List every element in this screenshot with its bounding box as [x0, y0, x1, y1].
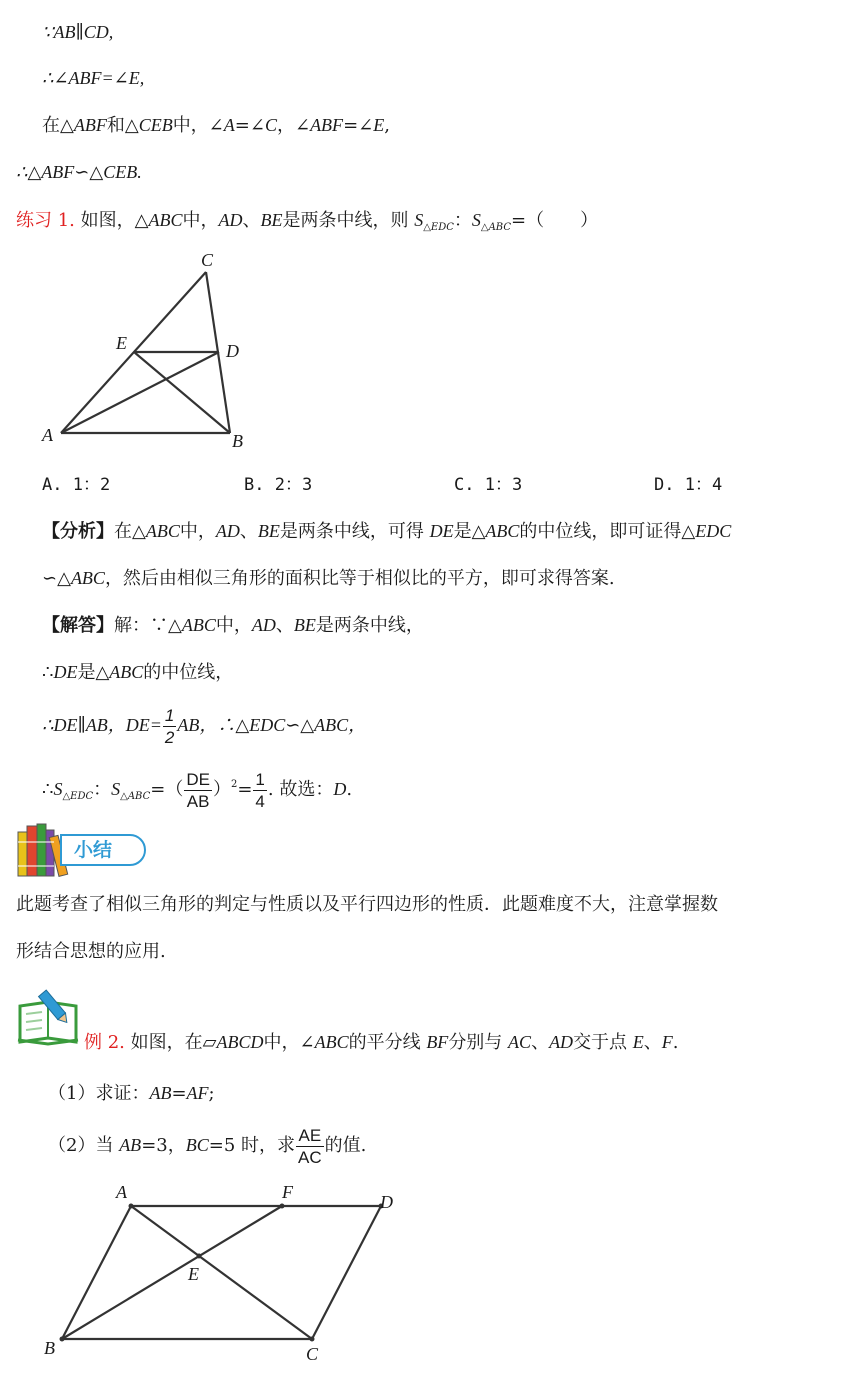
label-f: F — [282, 1182, 293, 1202]
label-b: B — [232, 431, 243, 451]
analysis-line-2: ∽△ABC，然后由相似三角形的面积比等于相似比的平方，即可求得答案. — [42, 568, 615, 589]
summary-line-1: 此题考查了相似三角形的判定与性质以及平行四边形的性质．此题难度不大，注意掌握数 — [16, 894, 718, 915]
proof-line-4: ∴△ABF∽△CEB. — [16, 162, 142, 182]
option-a: A. 1：2 — [42, 475, 111, 495]
fraction-one-half: $\frac{1}{2}$ — [164, 706, 175, 748]
solution-line-4: $\therefore S_{\triangle EDC}$：$S_{\triangle ABC}=$（ $\frac{DE}{AB}$ ）$^2$= $\frac{1}{4}$ . 故选：D. — [42, 769, 353, 811]
option-c: C. 1：3 — [454, 475, 523, 495]
segment-ac — [131, 1206, 312, 1339]
label-e: E — [188, 1264, 199, 1284]
triangle-figure — [30, 245, 270, 460]
example2-label: 例 2. — [84, 1032, 125, 1053]
option-d: D. 1：4 — [654, 475, 723, 495]
solution-line-2: ∴DE是△ABC的中位线， — [42, 662, 234, 683]
open-book-pencil-icon — [16, 988, 82, 1046]
segment-be — [134, 352, 230, 433]
exercise1-question: 练习 1. 如图，△ABC中，AD、BE是两条中线，则 $S_{\triangle EDC}$：$S_{\triangle ABC}=$（ ） — [16, 210, 599, 233]
fraction-de-ab: $\frac{DE}{AB}$ — [186, 769, 210, 811]
label-a: A — [116, 1182, 127, 1202]
solution-line-3: ∴DE∥AB，DE= $\frac{1}{2}$ AB，∴△EDC∽△ABC， — [42, 706, 367, 748]
example2-part-1: （1）求证：AB=AF; — [48, 1083, 215, 1104]
proof-line-2: ∴∠ABF=∠E, — [42, 68, 145, 88]
label-b: B — [44, 1338, 55, 1358]
parallelogram-figure — [36, 1178, 406, 1370]
label-d: D — [226, 341, 239, 361]
fraction-ae-ac: $\frac{AE}{AC}$ — [298, 1125, 322, 1167]
example2-part-2: （2）当 AB=3，BC=5 时，求 $\frac{AE}{AC}$ 的值. — [48, 1125, 367, 1167]
solution-line-1: 【解答】解：∵△ABC中，AD、BE是两条中线， — [42, 615, 424, 636]
label-e: E — [116, 333, 127, 353]
segment-bf — [62, 1206, 282, 1339]
analysis-tag: 【分析】 — [42, 521, 114, 542]
example2-question: 例 2. 如图，在▱ABCD中，∠ABC的平分线 BF分别与 AC、AD交于点 E、F. — [84, 1032, 679, 1053]
label-c: C — [306, 1344, 319, 1364]
label-a: A — [42, 425, 53, 445]
exercise1-label: 练习 1. — [16, 210, 75, 231]
segment-ad — [61, 352, 219, 433]
fraction-one-quarter: $\frac{1}{4}$ — [255, 769, 265, 811]
segment-dc — [312, 1206, 381, 1339]
label-c: C — [201, 250, 214, 270]
summary-line-2: 形结合思想的应用. — [16, 941, 166, 962]
summary-title: 小结 — [60, 834, 146, 866]
solution-tag: 【解答】 — [42, 615, 114, 636]
proof-line-3: 在△ABF和△CEB中，∠A=∠C，∠ABF=∠E, — [42, 115, 390, 136]
label-d: D — [380, 1192, 393, 1212]
proof-line-1: ∵AB∥CD, — [42, 22, 114, 42]
analysis-line-1: 【分析】在△ABC中，AD、BE是两条中线，可得 DE是△ABC的中位线，即可证得△EDC — [42, 521, 732, 542]
option-b: B. 2：3 — [244, 475, 313, 495]
